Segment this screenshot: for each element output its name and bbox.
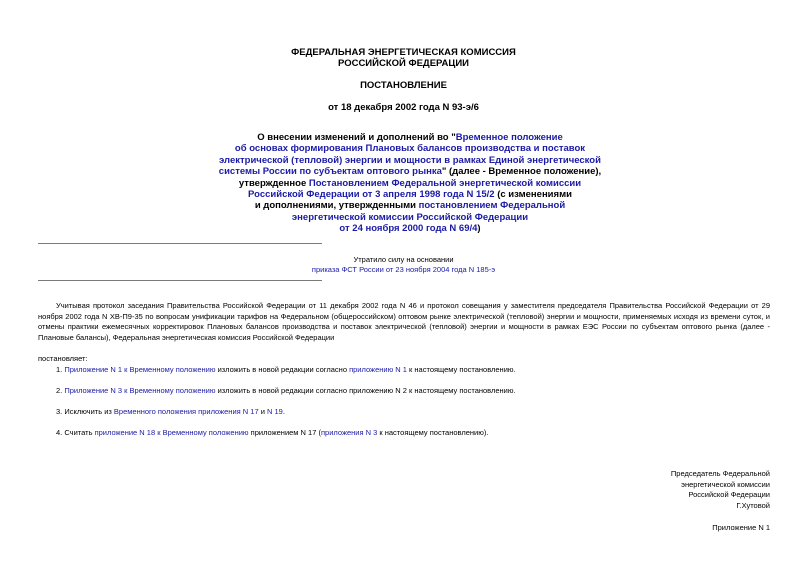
title-text: О внесении изменений и дополнений во " — [257, 132, 456, 143]
item4-annex-link[interactable]: приложения N 3 — [320, 428, 378, 437]
list-item: 1. Приложение N 1 к Временному положению изложить в новой редакции согласно приложению N 1 к настоящему постановлению. — [56, 365, 516, 374]
divider-top — [38, 243, 322, 244]
document-date: от 18 декабря 2002 года N 93-э/6 — [328, 102, 479, 113]
signature-role-line2: энергетической комиссии — [681, 479, 770, 489]
title-text: и дополнениями, утвержденными — [254, 200, 419, 212]
title-link-amending-resolution[interactable]: постановлением Федеральной — [418, 200, 566, 212]
title-link-line4[interactable]: системы России по субъектам оптового рынка — [218, 166, 442, 178]
document-type: ПОСТАНОВЛЕНИЕ — [360, 80, 447, 91]
title-text: ) — [477, 223, 481, 235]
title-link-provisional-regulation[interactable]: Временное положение — [455, 132, 563, 143]
item3-regulation-link[interactable]: Временного положения приложения N 17 — [113, 407, 259, 416]
item1-appendix-link[interactable]: Приложение N 1 к Временному положению — [64, 365, 216, 374]
title-link-commission[interactable]: энергетической комиссии Российской Федерации — [291, 211, 529, 223]
title-link-resolution-date[interactable]: Российской Федерации от 3 апреля 1998 года N 15/2 — [248, 189, 495, 201]
preamble-paragraph: Учитывая протокол заседания Правительства Российской Федерации от 11 декабря 2002 года N 46 и протокол совещания у заместителя председателя Правительства Российской Федерации от 29 ноября 2002 года N ХВ-П9-35 по вопросам унификации тарифов на Федеральном (общероссийском) оптовом рынке электрической (тепловой) энергии и мощности, применяемых исходя из времени суток, и отмены практики ежемесячных корректировок Плановых балансов производства и поставок электрической (тепловой) энергии и мощности в рамках ЕЭС России по субъектам оптового рынка (далее - Плановые балансы), Федеральная энергетическая комиссия Российской Федерации — [38, 301, 770, 342]
list-item: 3. Исключить из Временного положения приложения N 17 и N 19. — [56, 407, 285, 416]
document-title — [200, 132, 620, 235]
item4-appendix-link[interactable]: приложение N 18 к Временному положению — [94, 428, 249, 437]
signature-role-line3: Российской Федерации — [688, 490, 770, 499]
resolves-label: постановляет: — [38, 354, 88, 363]
title-text: (с изменениями — [494, 189, 572, 201]
repeal-order-link[interactable]: приказа ФСТ России от 23 ноября 2004 года N 185-э — [311, 265, 496, 274]
signature-role-line1: Председатель Федеральной — [670, 469, 770, 478]
signature-name: Г.Хутовой — [736, 500, 770, 510]
title-link-line3[interactable]: электрической (тепловой) энергии и мощности в рамках Единой энергетической — [219, 154, 601, 166]
title-link-amending-date[interactable]: от 24 ноября 2000 года N 69/4 — [339, 223, 478, 235]
item2-appendix-link[interactable]: Приложение N 3 к Временному положению — [64, 386, 216, 395]
title-text: " (далее - Временное положение), — [441, 166, 602, 178]
appendix-label: Приложение N 1 — [712, 523, 770, 532]
item1-annex-link[interactable]: приложению N 1 — [349, 365, 407, 374]
title-text: утвержденное — [238, 177, 309, 189]
item3-n19-link[interactable]: N 19 — [267, 407, 283, 416]
repeal-note: Утратило силу на основании — [353, 255, 454, 264]
list-item: 4. Считать приложение N 18 к Временному положению приложением N 17 (приложения N 3 к настоящему постановлению). — [56, 428, 489, 437]
signature-block — [671, 469, 770, 511]
title-link-resolution[interactable]: Постановлением Федеральной энергетической комиссии — [308, 177, 582, 189]
list-item: 2. Приложение N 3 к Временному положению изложить в новой редакции согласно приложению N 2 к настоящему постановлению. — [56, 386, 516, 395]
title-link-line2[interactable]: об основах формирования Плановых балансов производства и поставок — [234, 143, 586, 155]
agency-name-line1: ФЕДЕРАЛЬНАЯ ЭНЕРГЕТИЧЕСКАЯ КОМИССИЯ — [291, 47, 516, 58]
agency-name-line2: РОССИЙСКОЙ ФЕДЕРАЦИИ — [337, 58, 469, 69]
divider-bottom — [38, 280, 322, 281]
